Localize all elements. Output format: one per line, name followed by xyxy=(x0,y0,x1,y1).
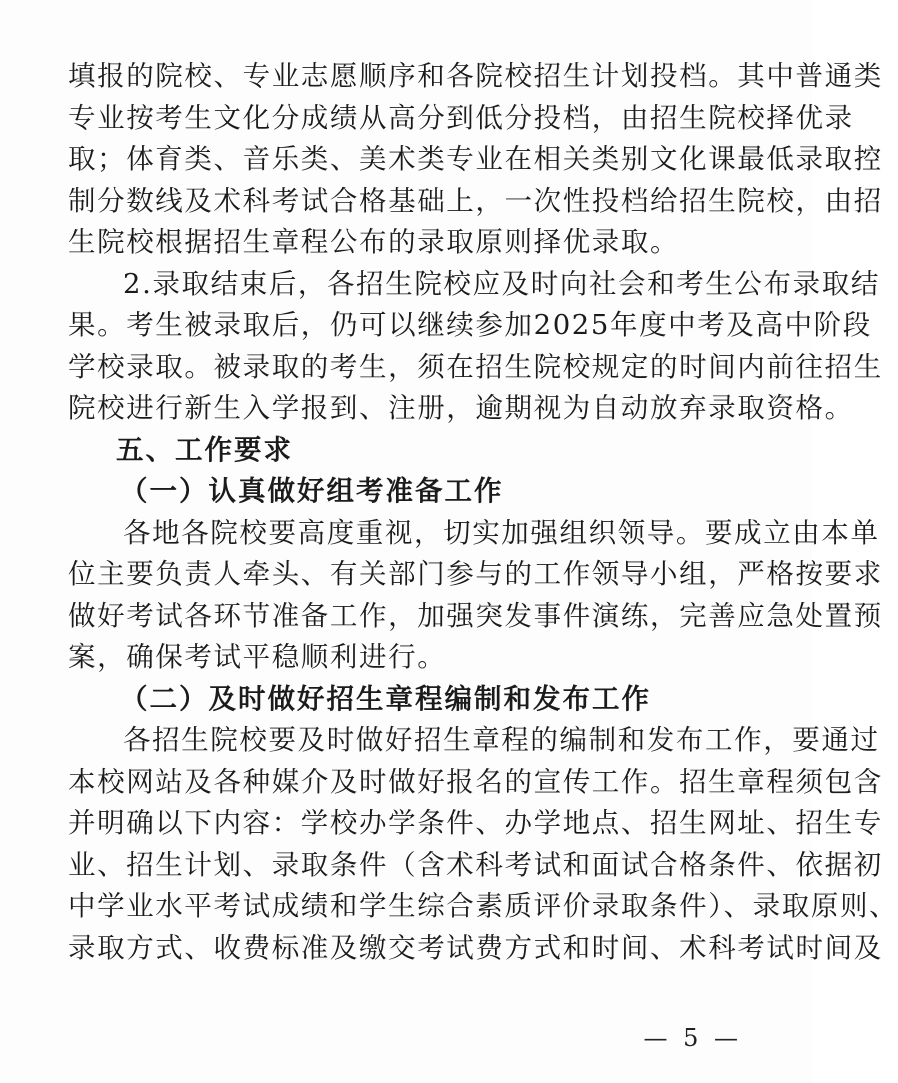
body-line: 业、招生计划、录取条件（含术科考试和面试合格条件、依据初 xyxy=(68,848,883,881)
body-line: 制分数线及术科考试合格基础上，一次性投档给招生院校，由招 xyxy=(68,184,883,217)
section-heading: 五、工作要求 xyxy=(116,433,293,466)
body-line: 位主要负责人牵头、有关部门参与的工作领导小组，严格按要求 xyxy=(68,558,883,590)
body-line: 果。考生被录取后，仍可以继续参加2025年度中考及高中阶段 xyxy=(68,309,872,341)
body-line: 案，确保考试平稳顺利进行。 xyxy=(68,641,447,673)
subsection-heading: （一）认真做好组考准备工作 xyxy=(120,475,504,507)
body-line: 录取方式、收费标准及缴交考试费方式和时间、术科考试时间及 xyxy=(68,931,883,964)
body-line: 专业按考生文化分成绩从高分到低分投档，由招生院校择优录 xyxy=(68,101,854,134)
subsection-heading: （二）及时做好招生章程编制和发布工作 xyxy=(120,682,651,715)
body-line: 填报的院校、专业志愿顺序和各院校招生计划投档。其中普通类 xyxy=(68,60,883,92)
body-line: 取；体育类、音乐类、美术类专业在相关类别文化课最低录取控 xyxy=(68,143,883,175)
body-line: 生院校根据招生章程公布的录取原则择优录取。 xyxy=(68,226,680,258)
body-line: 院校进行新生入学报到、注册，逾期视为自动放弃录取资格。 xyxy=(68,392,854,424)
body-line: 本校网站及各种媒介及时做好报名的宣传工作。招生章程须包含 xyxy=(68,765,883,798)
page-number: — 5 — xyxy=(643,1024,742,1052)
body-line: 中学业水平考试成绩和学生综合素质评价录取条件）、录取原则、 xyxy=(68,890,898,922)
body-line: 学校录取。被录取的考生，须在招生院校规定的时间内前往招生 xyxy=(68,350,883,383)
body-line: 并明确以下内容：学校办学条件、办学地点、招生网址、招生专 xyxy=(68,807,883,839)
body-line: 2.录取结束后，各招生院校应及时向社会和考生公布录取结 xyxy=(123,267,880,300)
body-line: 各招生院校要及时做好招生章程的编制和发布工作，要通过 xyxy=(123,724,880,756)
body-line: 做好考试各环节准备工作，加强突发事件演练，完善应急处置预 xyxy=(68,599,883,632)
document-body xyxy=(68,56,898,969)
body-line: 各地各院校要高度重视，切实加强组织领导。要成立由本单 xyxy=(123,516,880,549)
